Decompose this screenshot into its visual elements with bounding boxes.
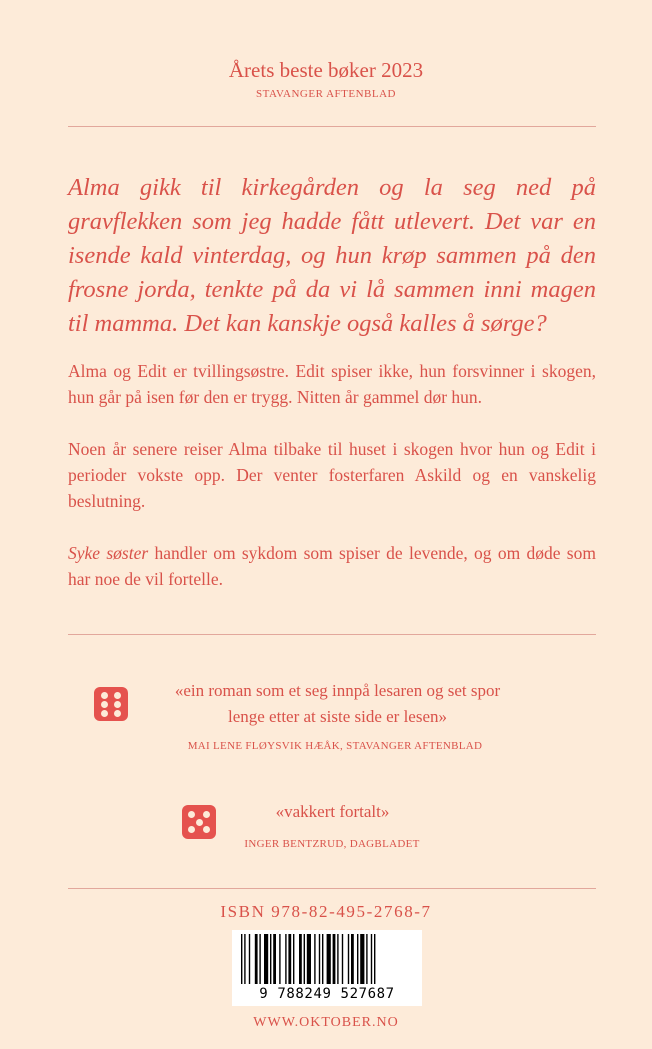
- isbn: ISBN 978-82-495-2768-7: [220, 902, 432, 921]
- divider: [68, 888, 596, 889]
- description-paragraph: Noen år senere reiser Alma tilbake til huset i skogen hvor hun og Edit i perioder vokste opp. Der venter fosterfaren Askild og en vanskelig beslutning.: [68, 439, 596, 511]
- award-title: Årets beste bøker 2023: [228, 58, 424, 82]
- review-source: MAI LENE FLØYSVIK HÆÅK, STAVANGER AFTENBLAD: [187, 740, 483, 752]
- dice-five-icon: [182, 805, 216, 839]
- review-source: INGER BENTZRUD, DAGBLADET: [244, 838, 420, 850]
- review-quote: «vakkert fortalt»: [275, 802, 390, 821]
- barcode: [232, 930, 422, 1006]
- description-paragraph: [68, 540, 596, 592]
- barcode-digits: 9 788249 527687: [259, 986, 395, 1002]
- barcode-bars: [241, 934, 413, 984]
- website-link[interactable]: WWW.OKTOBER.NO: [253, 1015, 399, 1030]
- review-quote-line: «ein roman som et seg innpå lesaren og set spor: [174, 681, 501, 700]
- dice-six-icon: [94, 687, 128, 721]
- award-source: STAVANGER AFTENBLAD: [256, 88, 396, 100]
- review-quote: [145, 678, 530, 730]
- excerpt-quote: Alma gikk til kirkegården og la seg ned på gravflekken som jeg hadde fått utlevert. Det var en isende kald vinterdag, og hun krøp sammen på den frosne jorda, tenkte på da vi lå sammen inni magen til mamma. Det kan kanskje også kalles å sørge?: [68, 174, 596, 337]
- description-paragraph: Alma og Edit er tvillingsøstre. Edit spiser ikke, hun forsvinner i skogen, hun går på isen før den er trygg. Nitten år gammel dør hun.: [68, 361, 596, 407]
- divider: [68, 634, 596, 635]
- book-title: Syke søster: [68, 543, 149, 563]
- description-text: handler om sykdom som spiser de levende, og om døde som har noe de vil fortelle.: [68, 543, 596, 589]
- divider: [68, 126, 596, 127]
- review-quote-line: lenge etter at siste side er lesen»: [227, 707, 448, 726]
